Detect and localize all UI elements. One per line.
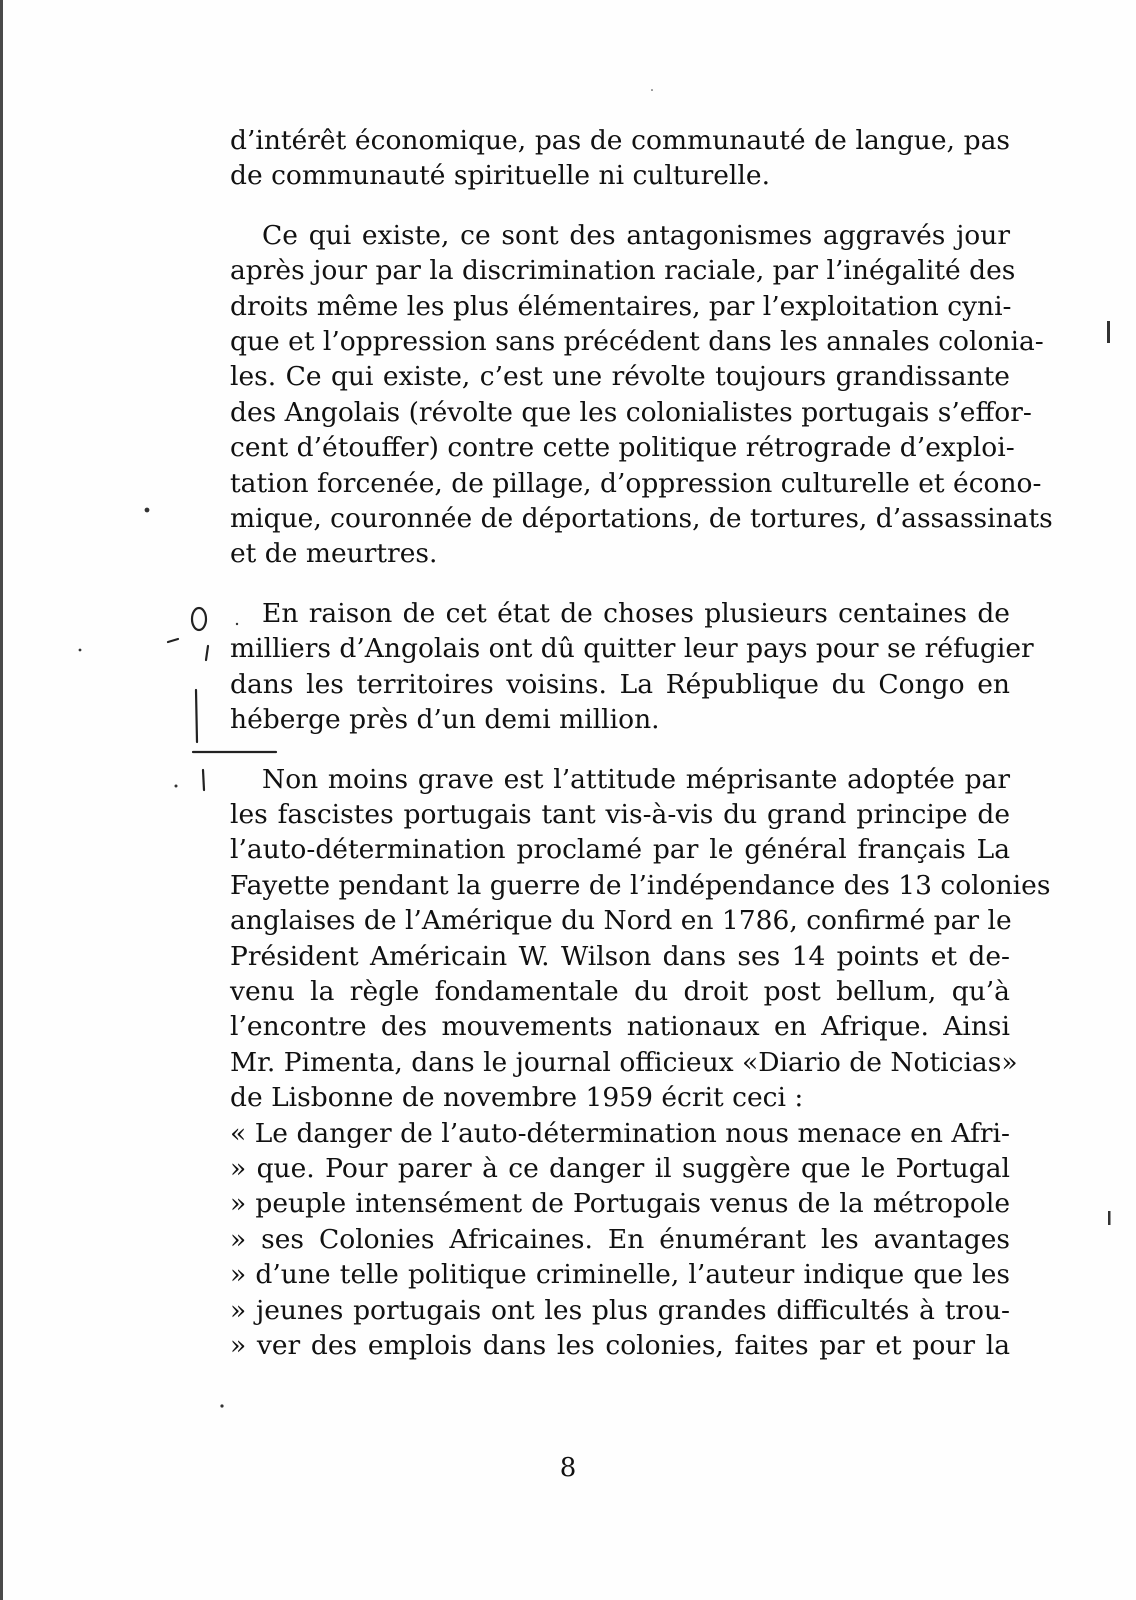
text-line: dans les territoires voisins. La République du Congo en [230, 668, 1010, 700]
paragraph-2 [230, 218, 1053, 572]
page-number: 8 [559, 1453, 577, 1483]
text-line: l’auto-détermination proclamé par le général français La [230, 834, 1010, 866]
quoted-line: » jeunes portugais ont les plus grandes difficultés à trou- [230, 1294, 1010, 1326]
paragraph-3 [230, 596, 1034, 738]
text-line: Mr. Pimenta, dans le journal officieux «Diario de Noticias» [230, 1046, 1018, 1078]
text-line: Fayette pendant la guerre de l’indépendance des 13 colonies [230, 869, 1051, 901]
body-text [230, 123, 1053, 1363]
text-line: cent d’étouffer) contre cette politique rétrograde d’exploi- [230, 432, 1015, 464]
text-line: mique, couronnée de déportations, de tortures, d’assassinats [230, 503, 1053, 535]
text-line: En raison de cet état de choses plusieurs centaines de [262, 597, 1010, 629]
text-line: après jour par la discrimination raciale, par l’inégalité des [230, 255, 1016, 287]
text-line: tation forcenée, de pillage, d’oppression culturelle et écono- [230, 467, 1042, 499]
quoted-line: » d’une telle politique criminelle, l’auteur indique que les [230, 1259, 1010, 1291]
quoted-line: » peuple intensément de Portugais venus de la métropole [230, 1188, 1010, 1220]
text-line: les. Ce qui existe, c’est une révolte toujours grandissante [230, 361, 1010, 393]
text-line: que et l’oppression sans précédent dans les annales colonia- [230, 326, 1044, 358]
text-line: anglaises de l’Amérique du Nord en 1786, confirmé par le [230, 905, 1012, 937]
text-line: d’intérêt économique, pas de communauté de langue, pas [230, 125, 1010, 156]
quoted-line: » que. Pour parer à ce danger il suggère que le Portugal [230, 1152, 1010, 1184]
text-line: Non moins grave est l’attitude méprisante adoptée par [262, 763, 1010, 795]
text-line: Ce qui existe, ce sont des antagonismes aggravés jour [262, 219, 1010, 251]
text-line: des Angolais (révolte que les colonialistes portugais s’effor- [230, 396, 1032, 428]
text-line: héberge près d’un demi million. [230, 704, 660, 736]
text-line: venu la règle fondamentale du droit post bellum, qu’à [230, 975, 1010, 1007]
text-line: milliers d’Angolais ont dû quitter leur pays pour se réfugier [230, 633, 1034, 665]
page-left-edge [0, 0, 3, 1600]
quoted-line: » ses Colonies Africaines. En énumérant les avantages [230, 1223, 1010, 1255]
text-line: l’encontre des mouvements nationaux en Afrique. Ainsi [230, 1011, 1010, 1043]
quoted-line: » ver des emplois dans les colonies, faites par et pour la [230, 1330, 1010, 1361]
text-line: de communauté spirituelle ni culturelle. [230, 160, 770, 192]
text-line: droits même les plus élémentaires, par l’exploitation cyni- [230, 290, 1012, 322]
text-line: les fascistes portugais tant vis-à-vis du grand principe de [230, 798, 1010, 830]
text-line: Président Américain W. Wilson dans ses 14 points et de- [230, 940, 1010, 972]
quoted-line: « Le danger de l’auto-détermination nous menace en Afri- [230, 1117, 1010, 1149]
paragraph-1 [230, 123, 1010, 194]
text-line: et de meurtres. [230, 538, 438, 570]
text-line: de Lisbonne de novembre 1959 écrit ceci : [230, 1082, 804, 1114]
paragraph-4 [230, 762, 1051, 1364]
